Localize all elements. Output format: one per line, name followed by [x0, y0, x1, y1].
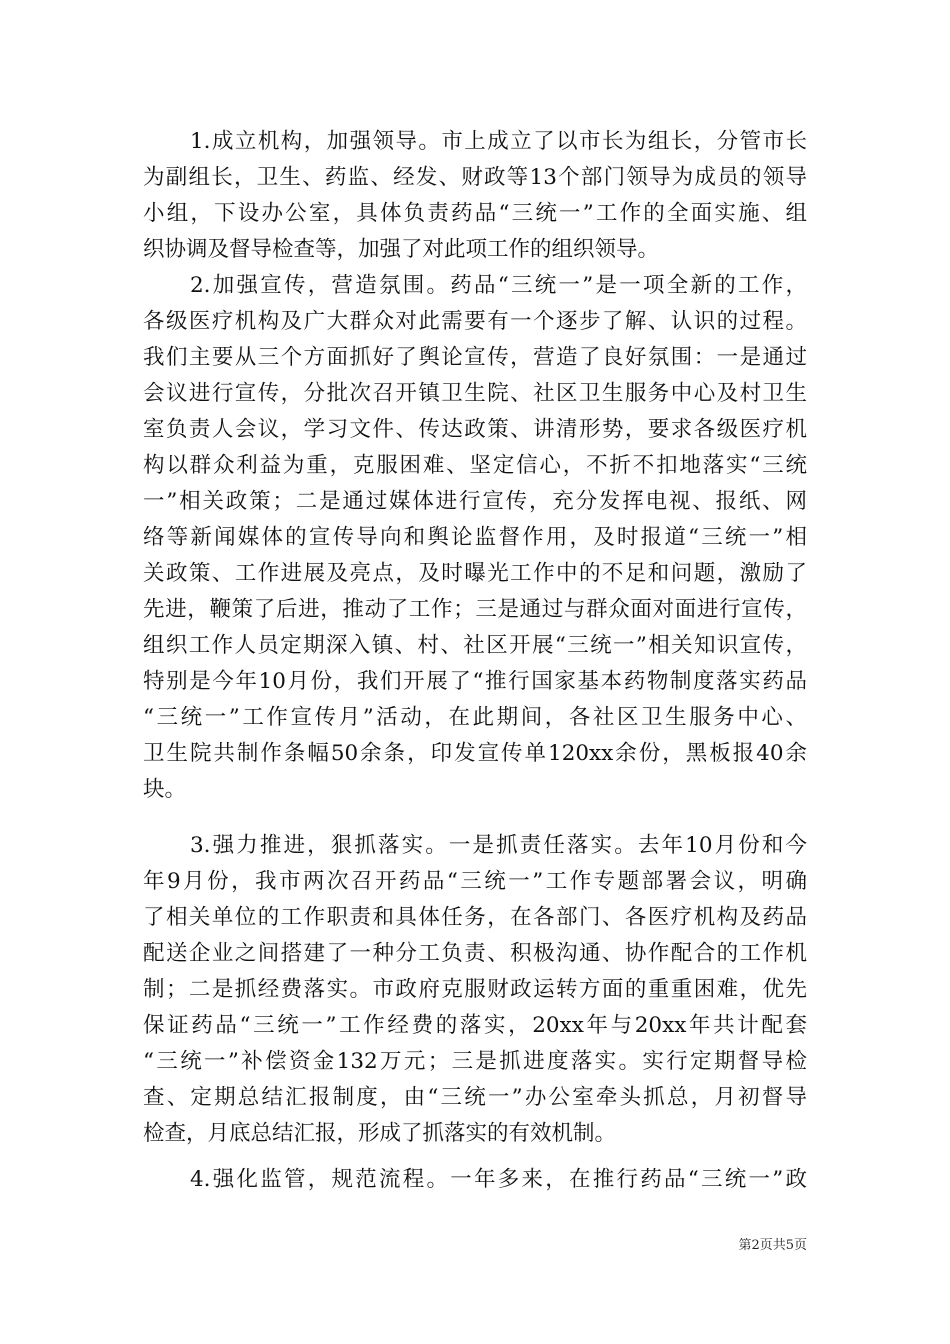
paragraph-2-line-13: “三统一”工作宣传月”活动，在此期间，各社区卫生服务中心、	[143, 705, 807, 730]
paragraph-2-line-2: 各级医疗机构及广大群众对此需要有一个逐步了解、认识的过程。	[143, 309, 807, 334]
paragraph-3-line-9: 检查，月底总结汇报，形成了抓落实的有效机制。	[143, 1121, 617, 1146]
paragraph-2-line-7: 一”相关政策；二是通过媒体进行宣传，充分发挥电视、报纸、网	[143, 489, 807, 514]
paragraph-2-line-9: 关政策、工作进展及亮点，及时曝光工作中的不足和问题，激励了	[143, 561, 807, 586]
page-number-footer: 第2页共5页	[738, 1238, 807, 1253]
paragraph-2-line-14: 卫生院共制作条幅50余条，印发宣传单120xx余份，黑板报40余	[143, 741, 807, 766]
paragraph-3-line-2: 年9月份，我市两次召开药品“三统一”工作专题部署会议，明确	[143, 869, 807, 894]
paragraph-2-line-1: 2.加强宣传，营造氛围。药品“三统一”是一项全新的工作，	[190, 273, 807, 298]
paragraph-3-line-3: 了相关单位的工作职责和具体任务，在各部门、各医疗机构及药品	[143, 905, 807, 930]
paragraph-3-line-7: “三统一”补偿资金132万元；三是抓进度落实。实行定期督导检	[143, 1049, 807, 1074]
paragraph-4-line-1: 4.强化监管，规范流程。一年多来，在推行药品“三统一”政	[190, 1167, 807, 1192]
paragraph-3-line-4: 配送企业之间搭建了一种分工负责、积极沟通、协作配合的工作机	[143, 941, 807, 966]
paragraph-1-line-3: 小组，下设办公室，具体负责药品“三统一”工作的全面实施、组	[143, 201, 807, 226]
paragraph-3-line-8: 查、定期总结汇报制度，由“三统一”办公室牵头抓总，月初督导	[143, 1085, 807, 1110]
paragraph-2-line-10: 先进，鞭策了后进，推动了工作；三是通过与群众面对面进行宣传，	[143, 597, 807, 622]
paragraph-2-line-12: 特别是今年10月份，我们开展了“推行国家基本药物制度落实药品	[143, 669, 807, 694]
paragraph-2-line-6: 构以群众利益为重，克服困难、坚定信心，不折不扣地落实“三统	[143, 453, 807, 478]
paragraph-1-line-4: 织协调及督导检查等，加强了对此项工作的组织领导。	[143, 237, 660, 262]
paragraph-2-line-4: 会议进行宣传，分批次召开镇卫生院、社区卫生服务中心及村卫生	[143, 381, 807, 406]
paragraph-2-line-3: 我们主要从三个方面抓好了舆论宣传，营造了良好氛围：一是通过	[143, 345, 807, 370]
paragraph-1-line-2: 为副组长，卫生、药监、经发、财政等13个部门领导为成员的领导	[143, 165, 807, 190]
paragraph-3-line-5: 制；二是抓经费落实。市政府克服财政运转方面的重重困难，优先	[143, 977, 807, 1002]
paragraph-2-line-5: 室负责人会议，学习文件、传达政策、讲清形势，要求各级医疗机	[143, 417, 807, 442]
paragraph-2-line-15: 块。	[143, 777, 187, 802]
paragraph-1-line-1: 1.成立机构，加强领导。市上成立了以市长为组长，分管市长	[190, 129, 807, 154]
paragraph-3-line-1: 3.强力推进，狠抓落实。一是抓责任落实。去年10月份和今	[190, 833, 807, 858]
paragraph-2-line-11: 组织工作人员定期深入镇、村、社区开展“三统一”相关知识宣传，	[143, 633, 807, 658]
paragraph-3-line-6: 保证药品“三统一”工作经费的落实，20xx年与20xx年共计配套	[143, 1013, 807, 1038]
paragraph-2-line-8: 络等新闻媒体的宣传导向和舆论监督作用，及时报道“三统一”相	[143, 525, 807, 550]
